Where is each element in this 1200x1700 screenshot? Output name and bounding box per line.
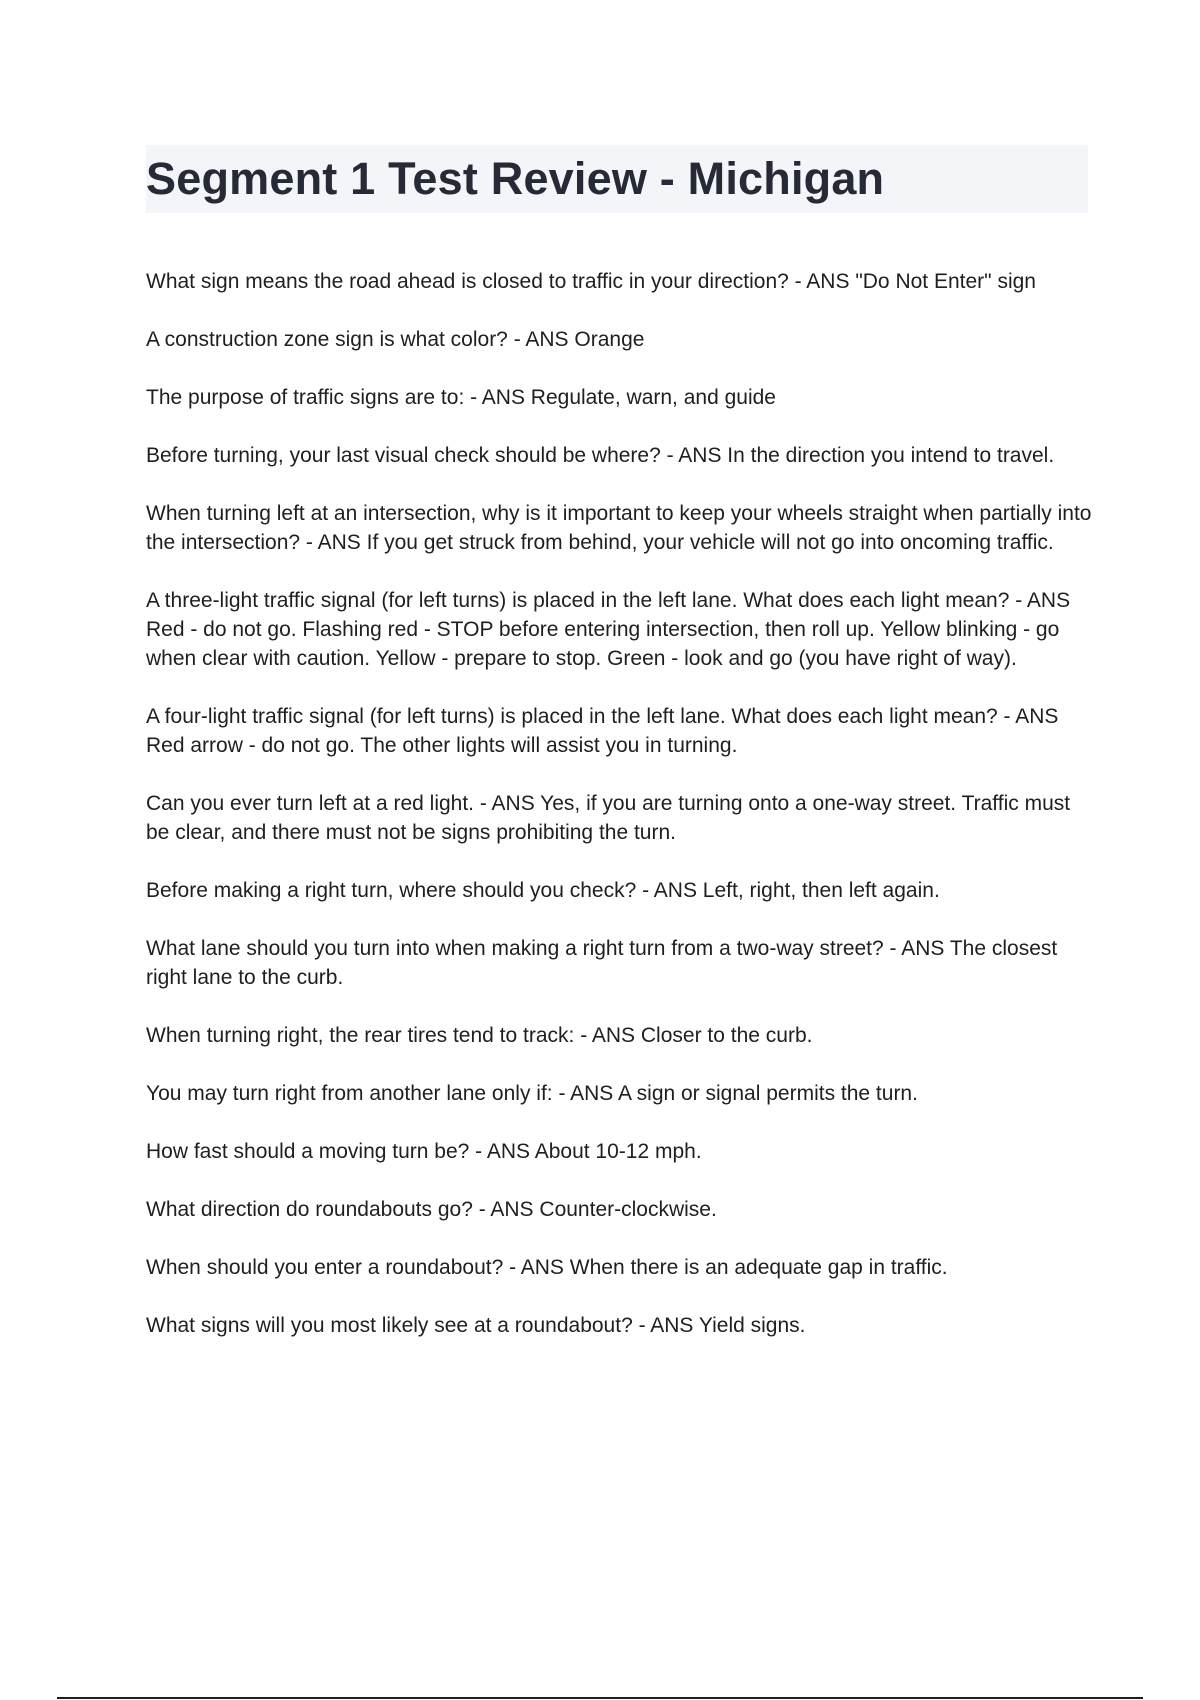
qa-text: What lane should you turn into when making a right turn from a two-way street? - ANS The closest right lane to the curb.	[146, 937, 1058, 989]
qa-text: Before turning, your last visual check should be where? - ANS In the direction you intend to travel.	[146, 444, 1055, 467]
qa-text: What signs will you most likely see at a roundabout? - ANS Yield signs.	[146, 1314, 806, 1337]
qa-text: What direction do roundabouts go? - ANS Counter-clockwise.	[146, 1198, 717, 1221]
qa-item	[146, 702, 1092, 760]
qa-item	[146, 586, 1092, 673]
qa-text: The purpose of traffic signs are to: - ANS Regulate, warn, and guide	[146, 386, 776, 409]
qa-item	[146, 1021, 1092, 1050]
qa-text: How fast should a moving turn be? - ANS About 10-12 mph.	[146, 1140, 702, 1163]
qa-item	[146, 789, 1092, 847]
footer-divider	[57, 1697, 1143, 1699]
qa-text: Before making a right turn, where should you check? - ANS Left, right, then left again.	[146, 879, 940, 902]
qa-item	[146, 876, 1092, 905]
qa-item	[146, 1253, 1092, 1282]
qa-text: What sign means the road ahead is closed to traffic in your direction? - ANS "Do Not Enter" sign	[146, 270, 1036, 293]
qa-text: A construction zone sign is what color? - ANS Orange	[146, 328, 645, 351]
qa-item	[146, 499, 1092, 557]
qa-item	[146, 325, 1092, 354]
qa-text: You may turn right from another lane only if: - ANS A sign or signal permits the turn.	[146, 1082, 918, 1105]
qa-item	[146, 441, 1092, 470]
qa-text: When should you enter a roundabout? - ANS When there is an adequate gap in traffic.	[146, 1256, 948, 1279]
qa-text: A four-light traffic signal (for left turns) is placed in the left lane. What does each light mean? - ANS Red arrow - do not go. The other lights will assist you in turning.	[146, 705, 1059, 757]
qa-list	[146, 267, 1092, 1369]
qa-item	[146, 267, 1092, 296]
qa-item	[146, 1195, 1092, 1224]
qa-item	[146, 1079, 1092, 1108]
qa-text: When turning left at an intersection, why is it important to keep your wheels straight when partially into the intersection? - ANS If you get struck from behind, your vehicle will not go into oncoming traffic.	[146, 502, 1092, 554]
qa-item	[146, 383, 1092, 412]
qa-text: Can you ever turn left at a red light. - ANS Yes, if you are turning onto a one-way street. Traffic must be clear, and there must not be signs prohibiting the turn.	[146, 792, 1071, 844]
qa-item	[146, 1137, 1092, 1166]
title-band	[146, 145, 1088, 213]
page-title: Segment 1 Test Review - Michigan	[146, 153, 885, 204]
qa-text: When turning right, the rear tires tend to track: - ANS Closer to the curb.	[146, 1024, 813, 1047]
qa-text: A three-light traffic signal (for left turns) is placed in the left lane. What does each light mean? - ANS Red - do not go. Flashing red - STOP before entering intersection, then roll up. Yellow blinking - go when clear with caution. Yellow - prepare to stop. Green - look and go (you have right of way).	[146, 589, 1071, 670]
qa-item	[146, 1311, 1092, 1340]
qa-item	[146, 934, 1092, 992]
